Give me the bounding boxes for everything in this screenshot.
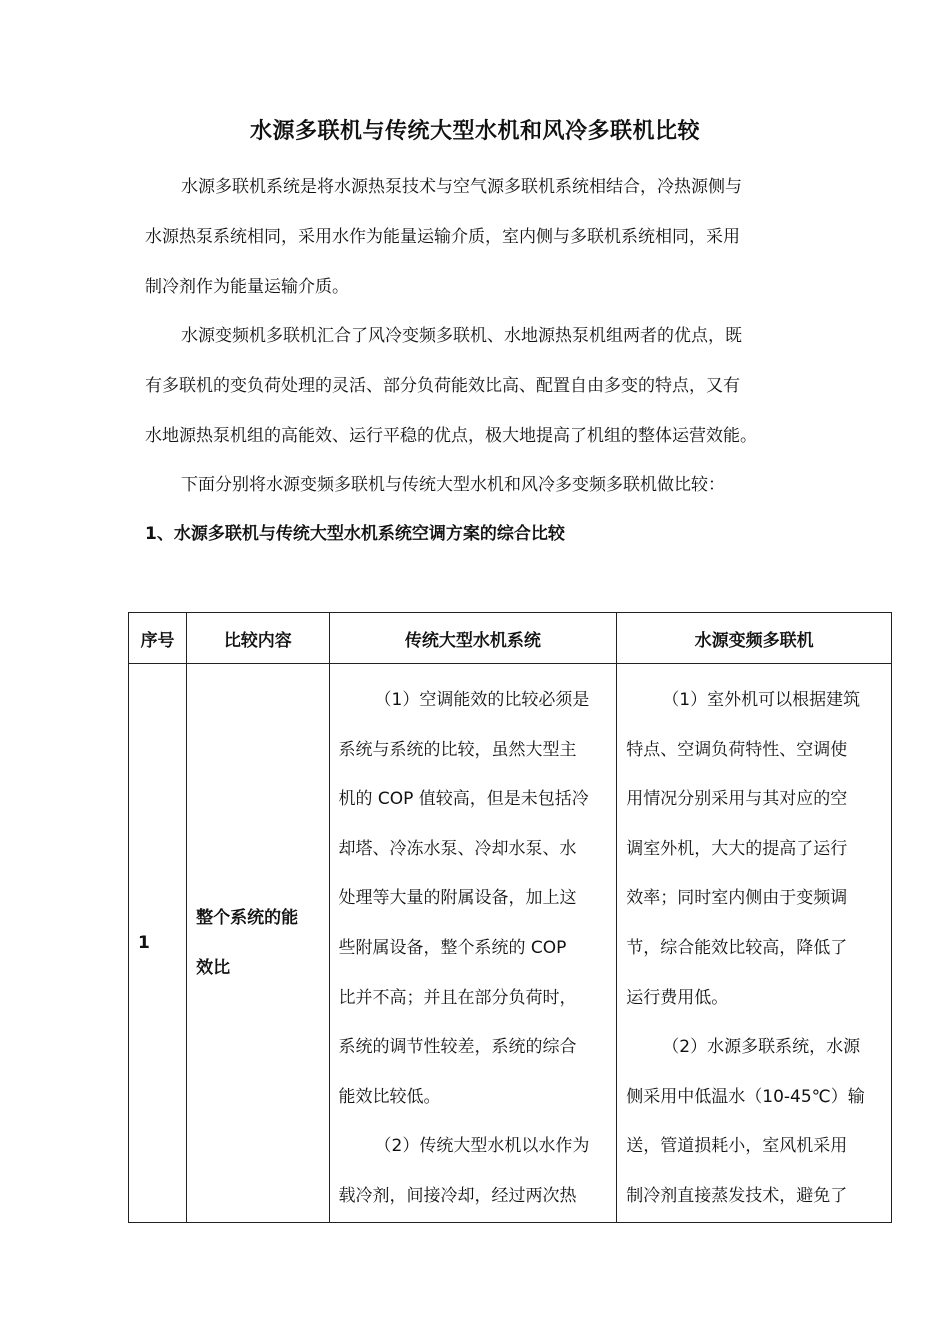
header-index: 序号	[129, 613, 187, 664]
text-line: 制冷剂作为能量运输介质。	[145, 277, 349, 297]
text-line: 下面分别将水源变频多联机与传统大型水机和风冷多变频多联机做比较：	[181, 475, 725, 495]
comparison-table	[128, 612, 892, 1223]
cell-line: 机的 COP 值较高，但是未包括冷	[338, 789, 589, 810]
cell-line: （2）水源多联系统，水源	[662, 1037, 861, 1058]
text-line: 水源多联机系统是将水源热泵技术与空气源多联机系统相结合，冷热源侧与	[181, 177, 742, 197]
topic-line: 效比	[196, 957, 231, 978]
cell-line: 调室外机，大大的提高了运行	[626, 838, 848, 859]
table-header-row	[129, 613, 892, 664]
cell-line: 载冷剂，间接冷却，经过两次热	[338, 1185, 577, 1206]
cell-line: 效率；同时室内侧由于变频调	[626, 888, 848, 909]
water-source-vrf-cell	[617, 664, 892, 1223]
cell-line: 侧采用中低温水（10-45℃）输	[626, 1086, 865, 1107]
table-row	[129, 664, 892, 1223]
document-title: 水源多联机与传统大型水机和风冷多联机比较	[249, 119, 700, 144]
paragraph-3	[145, 460, 815, 510]
cell-line: 能效比较低。	[338, 1086, 441, 1107]
header-comparison-item: 比较内容	[187, 613, 329, 664]
cell-line: 送，管道损耗小，室风机采用	[626, 1136, 848, 1157]
cell-line: 特点、空调负荷特性、空调使	[626, 739, 848, 760]
cell-line: 却塔、冷冻水泵、冷却水泵、水	[338, 838, 577, 859]
paragraph-2	[145, 311, 815, 461]
row-number: 1	[129, 664, 187, 1223]
topic-line: 整个系统的能	[196, 907, 299, 928]
cell-line: （1）空调能效的比较必须是	[374, 690, 590, 710]
cell-line: 系统的调节性较差，系统的综合	[338, 1037, 577, 1058]
header-traditional-system: 传统大型水机系统	[329, 613, 617, 664]
cell-line: 制冷剂直接蒸发技术，避免了	[626, 1185, 848, 1206]
cell-line: （1）室外机可以根据建筑	[662, 690, 861, 710]
text-line: 水地源热泵机组的高能效、运行平稳的优点，极大地提高了机组的整体运营效能。	[145, 426, 757, 446]
cell-line: 节，综合能效比较高，降低了	[626, 937, 848, 958]
text-line: 水源热泵系统相同，采用水作为能量运输介质，室内侧与多联机系统相同，采用	[145, 227, 740, 247]
row-topic	[187, 664, 329, 1223]
traditional-system-cell	[329, 664, 617, 1223]
cell-line: 系统与系统的比较，虽然大型主	[338, 739, 577, 760]
section-heading: 1、水源多联机与传统大型水机系统空调方案的综合比较	[145, 524, 565, 544]
text-line: 水源变频机多联机汇合了风冷变频多联机、水地源热泵机组两者的优点，既	[181, 326, 742, 346]
cell-line: 比并不高；并且在部分负荷时，	[338, 987, 577, 1008]
header-water-source-vrf: 水源变频多联机	[617, 613, 892, 664]
paragraph-1	[145, 162, 815, 312]
cell-line: （2）传统大型水机以水作为	[374, 1136, 590, 1157]
cell-line: 些附属设备，整个系统的 COP	[338, 937, 567, 958]
cell-line: 处理等大量的附属设备，加上这	[338, 888, 577, 909]
text-line: 有多联机的变负荷处理的灵活、部分负荷能效比高、配置自由多变的特点，又有	[145, 376, 740, 396]
cell-line: 运行费用低。	[626, 987, 729, 1008]
cell-line: 用情况分别采用与其对应的空	[626, 789, 848, 810]
